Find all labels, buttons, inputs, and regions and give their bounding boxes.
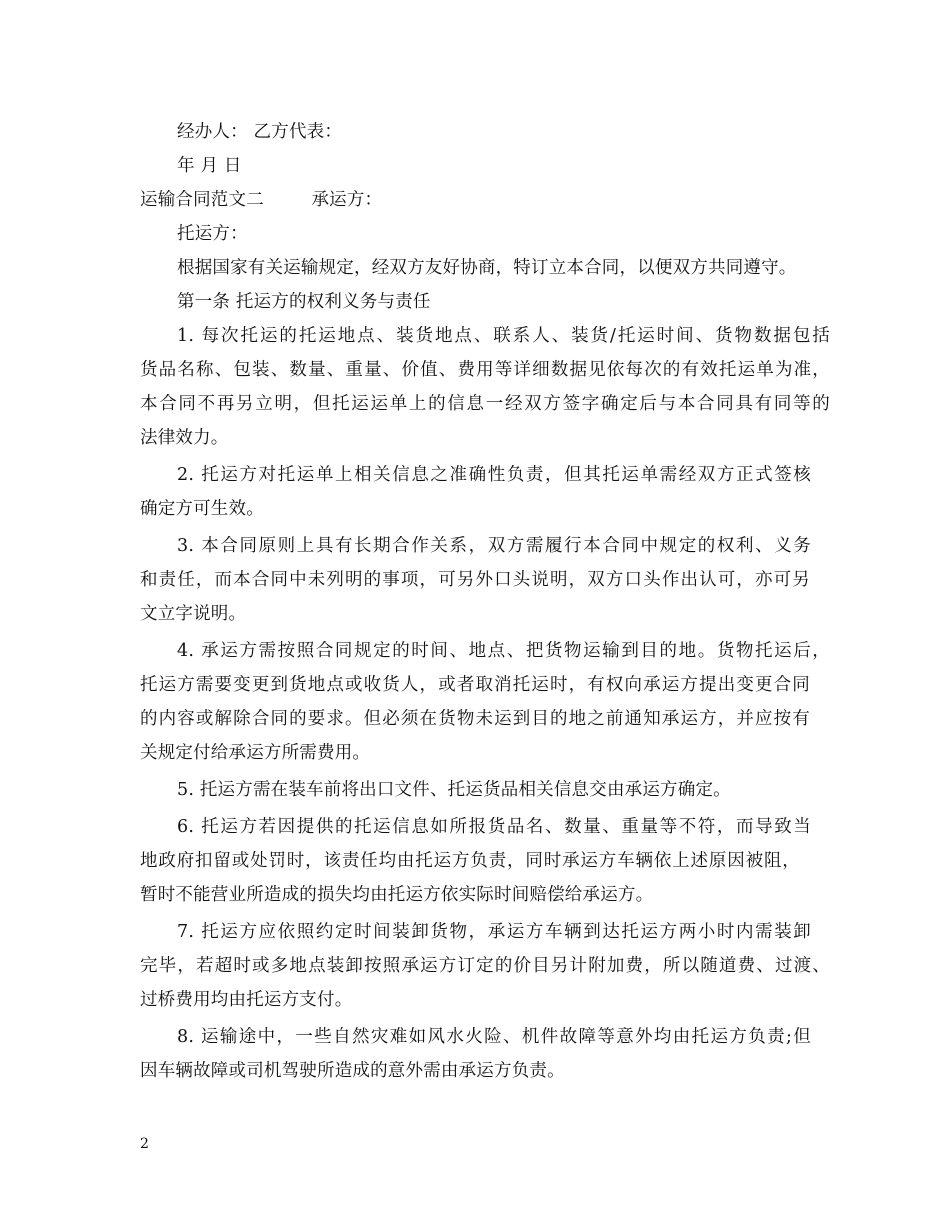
clause-line: 关规定付给承运方所需费用。 — [140, 743, 371, 763]
signer-line: 经办人： 乙方代表： — [177, 122, 343, 142]
clause-line: 托运方需要变更到货地点或收货人，或者取消托运时，有权向承运方提出变更合同 — [140, 675, 810, 695]
clause-line: 的内容或解除合同的要求。但必须在货物未运到目的地之前通知承运方，并应按有 — [140, 709, 810, 729]
clause-line: 完毕，若超时或多地点装卸按照承运方订定的价目另计附加费，所以随道费、过渡、 — [140, 956, 830, 976]
page-number: 2 — [140, 1136, 149, 1152]
clause-line: 暂时不能营业所造成的损失均由托运方依实际时间赔偿给承运方。 — [140, 885, 654, 905]
clause-line: 和责任，而本合同中未列明的事项，可另外口头说明，双方口头作出认可，亦可另 — [140, 570, 810, 590]
clause-line: 因车辆故障或司机驾驶所造成的意外需由承运方负责。 — [140, 1061, 565, 1081]
clause-line: 4. 承运方需按照合同规定的时间、地点、把货物运输到目的地。货物托运后， — [177, 641, 830, 661]
clause-line: 文立字说明。 — [140, 604, 247, 624]
clause-line: 7. 托运方应依照约定时间装卸货物，承运方车辆到达托运方两小时内需装卸 — [177, 922, 811, 942]
article-title: 第一条 托运方的权利义务与责任 — [177, 292, 431, 312]
document-title: 运输合同范文二 — [140, 190, 264, 210]
clause-line: 地政府扣留或处罚时，该责任均由托运方负责，同时承运方车辆依上述原因被阻， — [140, 851, 800, 871]
clause-line: 1. 每次托运的托运地点、装货地点、联系人、装货/托运时间、货物数据包括 — [177, 326, 830, 346]
clause-line: 法律效力。 — [140, 428, 229, 448]
carrier-label: 承运方： — [311, 190, 383, 210]
clause-line: 本合同不再另立明，但托运运单上的信息一经双方签字确定后与本合同具有同等的 — [140, 394, 830, 414]
clause-line: 过桥费用均由托运方支付。 — [140, 990, 353, 1010]
clause-line: 5. 托运方需在装车前将出口文件、托运货品相关信息交由承运方确定。 — [177, 780, 731, 800]
clause-line: 2. 托运方对托运单上相关信息之准确性负责，但其托运单需经双方正式签核 — [177, 465, 811, 485]
document-heading — [140, 188, 830, 212]
shipper-label: 托运方： — [177, 224, 248, 244]
date-line: 年 月 日 — [177, 156, 242, 176]
clause-line: 8. 运输途中，一些自然灾难如风水火险、机件故障等意外均由托运方负责;但 — [177, 1027, 811, 1047]
clause-line: 6. 托运方若因提供的托运信息如所报货品名、数量、重量等不符，而导致当 — [177, 817, 811, 837]
intro-paragraph: 根据国家有关运输规定，经双方友好协商，特订立本合同，以便双方共同遵守。 — [177, 258, 797, 278]
clause-line: 货品名称、包装、数量、重量、价值、费用等详细数据见依每次的有效托运单为准， — [140, 360, 830, 380]
clause-line: 3. 本合同原则上具有长期合作关系，双方需履行本合同中规定的权利、义务 — [177, 536, 811, 556]
clause-line: 确定方可生效。 — [140, 499, 264, 519]
